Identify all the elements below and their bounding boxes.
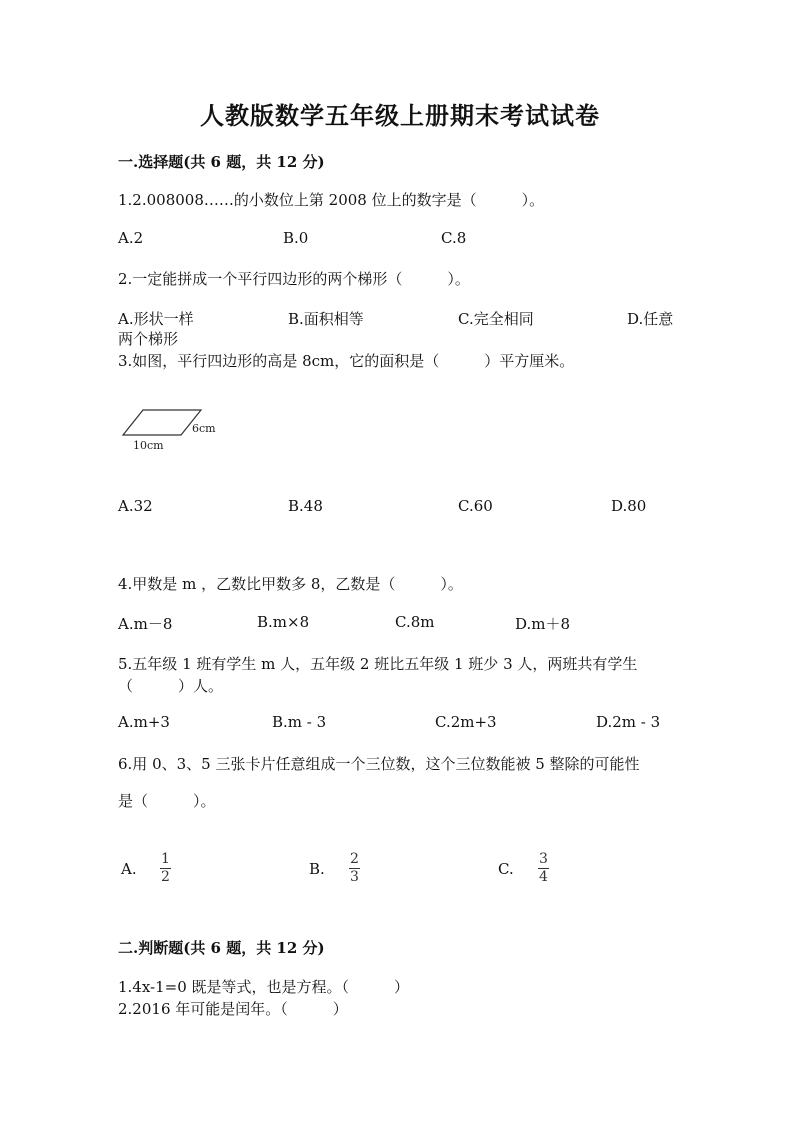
q1-option-a: A.2: [118, 229, 144, 247]
q6-option-b-label: B.: [309, 860, 325, 878]
figure-side-label: 6cm: [192, 422, 216, 435]
q1-option-b: B.0: [283, 229, 309, 247]
q4-option-d: D.m＋8: [515, 615, 571, 633]
fraction-denominator: 4: [539, 869, 548, 885]
fraction-numerator: 2: [350, 851, 359, 867]
fraction-numerator: 1: [161, 851, 170, 867]
question-1-text: 1.2.008008……的小数位上第 2008 位上的数字是（ ）。: [118, 191, 545, 209]
judgment-question-2: 2.2016 年可能是闰年。（ ）: [118, 1000, 348, 1018]
q6-option-a-label: A.: [121, 860, 137, 878]
q6-option-a-fraction: [160, 852, 171, 885]
q3-option-a: A.32: [118, 497, 153, 515]
page-title: 人教版数学五年级上册期末考试试卷: [200, 101, 600, 130]
fraction-denominator: 3: [350, 869, 359, 885]
q5-option-b: B.m - 3: [272, 713, 327, 731]
q6-option-c-label: C.: [498, 860, 514, 878]
fraction-denominator: 2: [161, 869, 170, 885]
q2-option-a: A.形状一样: [118, 310, 194, 328]
question-6-line-2: 是（ ）。: [118, 792, 216, 810]
question-6-line-1: 6.用 0、3、5 三张卡片任意组成一个三位数，这个三位数能被 5 整除的可能性: [118, 755, 640, 773]
q5-option-a: A.m+3: [118, 713, 170, 731]
q5-option-d: D.2m - 3: [596, 713, 661, 731]
section-heading-judgment: 二.判断题(共 6 题，共 12 分): [118, 939, 325, 957]
q4-option-b: B.m×8: [257, 613, 310, 631]
question-4-text: 4.甲数是 m ，乙数比甲数多 8，乙数是（ ）。: [118, 575, 463, 593]
q3-option-b: B.48: [288, 497, 323, 515]
judgment-question-1: 1.4x-1=0 既是等式，也是方程。（ ）: [118, 978, 410, 996]
fraction-numerator: 3: [539, 851, 548, 867]
parallelogram-figure: [118, 403, 228, 453]
q2-option-d-wrap: 两个梯形: [118, 330, 179, 348]
q3-option-c: C.60: [458, 497, 493, 515]
q1-option-c: C.8: [441, 229, 467, 247]
q6-option-c-fraction: [538, 852, 549, 885]
q6-option-b-fraction: [349, 852, 360, 885]
question-3-text: 3.如图，平行四边形的高是 8cm，它的面积是（ ）平方厘米。: [118, 352, 575, 370]
q2-option-c: C.完全相同: [458, 310, 534, 328]
q3-option-d: D.80: [611, 497, 647, 515]
question-5-line-2: （ ）人。: [118, 677, 224, 695]
figure-base-label: 10cm: [133, 439, 164, 452]
section-heading-choice: 一.选择题(共 6 题，共 12 分): [118, 153, 325, 171]
q4-option-a: A.m－8: [118, 615, 173, 633]
question-2-text: 2.一定能拼成一个平行四边形的两个梯形（ ）。: [118, 270, 470, 288]
q2-option-d: D.任意: [627, 310, 674, 328]
q2-option-b: B.面积相等: [288, 310, 364, 328]
q5-option-c: C.2m+3: [435, 713, 497, 731]
question-5-line-1: 5.五年级 1 班有学生 m 人，五年级 2 班比五年级 1 班少 3 人，两班共有学生: [118, 655, 638, 673]
q4-option-c: C.8m: [395, 613, 435, 631]
